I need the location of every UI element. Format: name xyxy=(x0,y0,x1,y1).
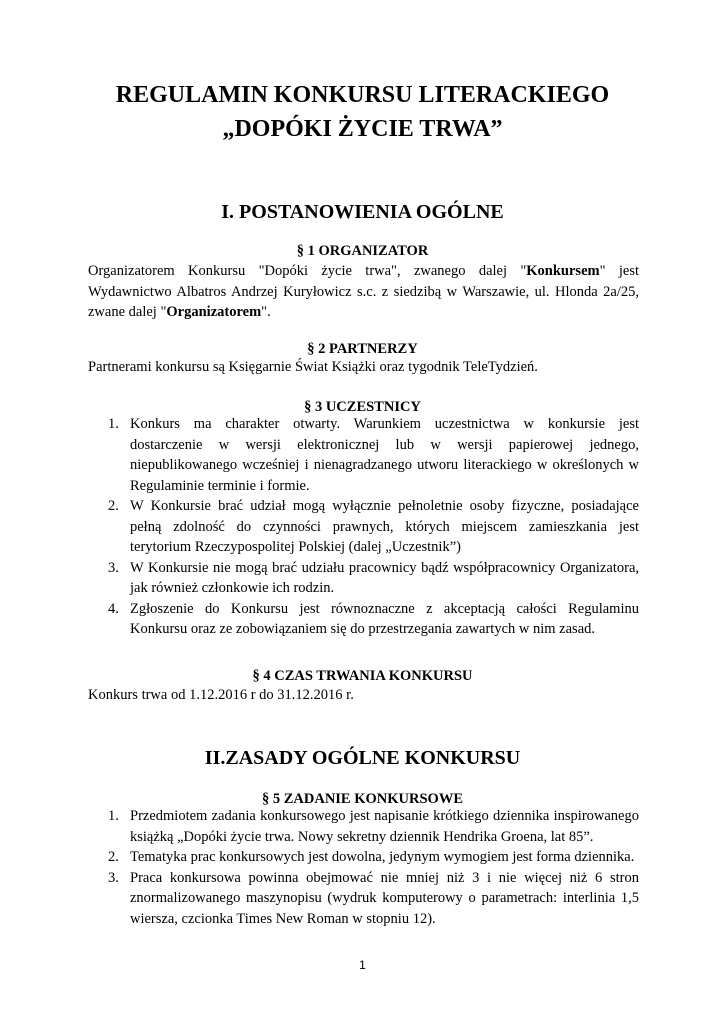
paragraph-5-item-1-line-2: książką „Dopóki życie trwa. Nowy sekretny dziennik Hendrika Groena, lat 85”. xyxy=(130,828,594,845)
list-number: 3. xyxy=(108,559,119,576)
paragraph-3-item-1-line-3: niepublikowanego wcześniej i nienagradzanego utworu literackiego w określonych w xyxy=(130,457,639,473)
text-run: " jest xyxy=(599,263,639,279)
text-run: zwane dalej " xyxy=(88,304,167,320)
paragraph-2-line-1: Partnerami konkursu są Księgarnie Świat Książki oraz tygodnik TeleTydzień. xyxy=(88,359,538,375)
paragraph-3-item-1-line-2: dostarczenie w wersji elektronicznej lub w wersji papierowej jednego, xyxy=(130,436,639,453)
paragraph-4-line-1: Konkurs trwa od 1.12.2016 r do 31.12.2016 r. xyxy=(88,687,354,703)
text-run: ". xyxy=(261,304,271,320)
paragraph-1-heading: § 1 ORGANIZATOR xyxy=(296,243,429,259)
bold-term-organizatorem: Organizatorem xyxy=(166,304,262,320)
list-number: 1. xyxy=(108,808,119,824)
paragraph-1-line-3 xyxy=(88,302,639,323)
list-number: 1. xyxy=(108,416,119,432)
paragraph-5-list xyxy=(88,806,639,929)
paragraph-2-heading: § 2 PARTNERZY xyxy=(307,341,418,357)
paragraph-3-item-1-line-4: Regulaminie terminie i formie. xyxy=(130,477,310,494)
paragraph-5-item-2 xyxy=(88,847,639,868)
paragraph-5-heading: § 5 ZADANIE KONKURSOWE xyxy=(261,791,463,807)
paragraph-5-item-2-line-1: Tematyka prac konkursowych jest dowolna, jedynym wymogiem jest forma dziennika. xyxy=(130,849,635,865)
section-2-heading: II.ZASADY OGÓLNE KONKURSU xyxy=(204,747,521,769)
document-title-line-2: „DOPÓKI ŻYCIE TRWA” xyxy=(222,116,503,142)
paragraph-3-item-2-line-1: W Konkursie brać udział mogą wyłącznie pełnoletnie osoby fizyczne, posiadające xyxy=(130,498,639,514)
paragraph-3-heading: § 3 UCZESTNICY xyxy=(304,399,421,415)
paragraph-3-item-2-line-3: terytorium Rzeczypospolitej Polskiej (dalej „Uczestnik”) xyxy=(130,539,461,555)
paragraph-3-item-2 xyxy=(88,496,639,558)
list-number: 4. xyxy=(108,600,119,617)
paragraph-1-body xyxy=(88,261,639,323)
paragraph-2-body xyxy=(88,357,639,378)
bold-term-konkursem: Konkursem xyxy=(526,263,600,279)
paragraph-3-item-3-line-2: jak również członkowie ich rodzin. xyxy=(130,580,335,596)
paragraph-3-item-3-line-1: W Konkursie nie mogą brać udziału pracownicy bądź współpracownicy Organizatora, xyxy=(130,559,639,576)
paragraph-3-item-4-line-1: Zgłoszenie do Konkursu jest równoznaczne z akceptacją całości Regulaminu xyxy=(130,600,639,617)
text-run: Organizatorem Konkursu "Dopóki życie trwa", zwanego dalej " xyxy=(88,263,527,279)
paragraph-5-item-1 xyxy=(88,806,639,847)
paragraph-5-item-1-line-1: Przedmiotem zadania konkursowego jest napisanie krótkiego dziennika inspirowanego xyxy=(130,808,639,824)
document-title xyxy=(0,78,725,146)
paragraph-1-line-1 xyxy=(88,261,639,282)
paragraph-5-item-3 xyxy=(88,868,639,930)
paragraph-4-body xyxy=(88,685,639,706)
paragraph-5-item-3-line-1: Praca konkursowa powinna obejmować nie mniej niż 3 i nie więcej niż 6 stron xyxy=(130,869,639,886)
list-number: 3. xyxy=(108,869,119,886)
section-1-heading: I. POSTANOWIENIA OGÓLNE xyxy=(221,201,504,223)
list-number: 2. xyxy=(108,498,119,514)
paragraph-1-line-2: Wydawnictwo Albatros Andrzej Kuryłowicz s.c. z siedzibą w Warszawie, ul. Hlonda 2a/25, xyxy=(88,283,639,300)
paragraph-5-item-3-line-2: znormalizowanego maszynopisu (wydruk komputerowy o parametrach: interlinia 1,5 xyxy=(130,890,639,906)
paragraph-4-heading: § 4 CZAS TRWANIA KONKURSU xyxy=(252,668,473,684)
paragraph-3-item-2-line-2: pełną zdolność do czynności prawnych, których miejscem zamieszkania jest xyxy=(130,518,639,535)
document-title-line-1: REGULAMIN KONKURSU LITERACKIEGO xyxy=(115,82,610,108)
paragraph-3-item-1 xyxy=(88,414,639,496)
page-number: 1 xyxy=(359,958,366,972)
paragraph-3-item-4-line-2: Konkursu oraz ze zobowiązaniem się do przestrzegania zawartych w nim zasad. xyxy=(130,621,596,637)
paragraph-5-item-3-line-3: wiersza, czcionka Times New Roman w stopniu 12). xyxy=(130,910,436,927)
paragraph-3-list xyxy=(88,414,639,640)
paragraph-3-item-4 xyxy=(88,599,639,640)
paragraph-3-item-3 xyxy=(88,558,639,599)
paragraph-3-item-1-line-1: Konkurs ma charakter otwarty. Warunkiem uczestnictwa w konkursie jest xyxy=(130,416,639,432)
list-number: 2. xyxy=(108,849,119,865)
